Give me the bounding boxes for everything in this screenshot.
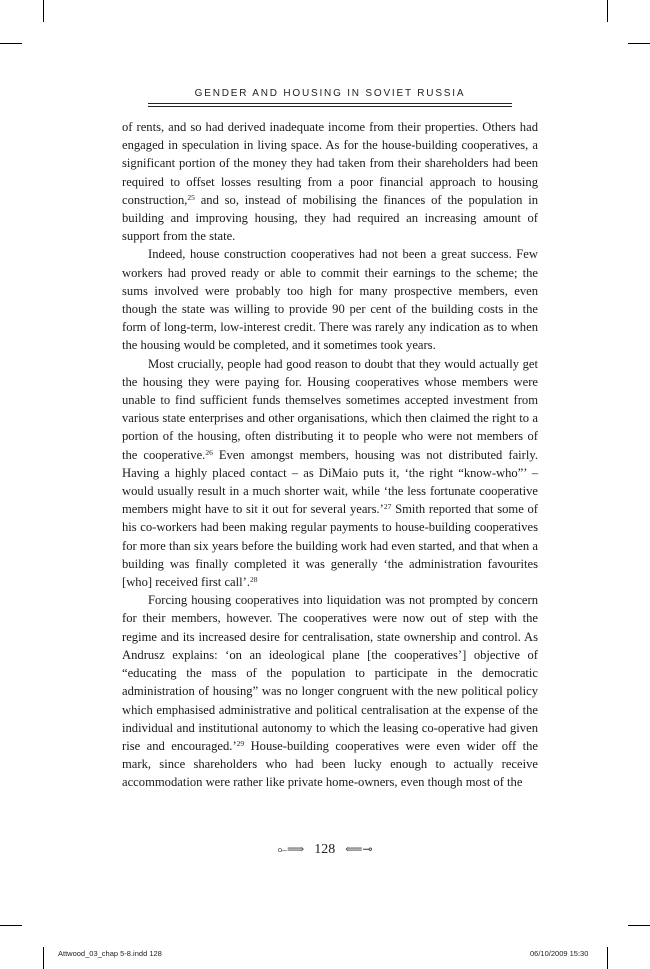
paragraph: Indeed, house construction cooperatives had not been a great success. Few workers had proved ready or able to commit their earnings to the scheme; the sums involved were probably too high for many prospective members, even though the state was willing to provide 90 per cent of the building costs in the form of long-term, low-interest credit. There was rarely any indication as to when the housing would be completed, and it sometimes took years. bbox=[122, 247, 538, 353]
body-text bbox=[122, 118, 538, 792]
crop-mark bbox=[43, 947, 44, 969]
header-rule bbox=[148, 103, 512, 104]
page-number-value: 128 bbox=[314, 842, 336, 857]
footnote-ref[interactable]: 26 bbox=[205, 447, 213, 457]
ornament-left-icon: ⟜⟹ bbox=[277, 842, 305, 856]
crop-mark bbox=[607, 0, 608, 22]
header-rule bbox=[148, 106, 512, 107]
footnote-ref[interactable]: 28 bbox=[249, 575, 258, 585]
crop-mark bbox=[0, 925, 22, 926]
paragraph: Most crucially, people had good reason to doubt that they would actually get the housing they were paying for. Housing cooperatives whose members were unable to find sufficient funds themselves sometimes accepted investment from various state enterprises and other organisations, which then claimed the right to a portion of the housing, often distributing it to people who were not members of the cooperative.$^{26}$ Even amongst members, housing was not distributed fairly. Having a highly placed contact – as DiMaio puts it, ‘the right “know-who”’ – would usually result in a much shorter wait, while ‘the less fortunate cooperative members might have to sit it out for several years.’$^{27}$ Smith reported that some of his co-workers had been making regular payments to house-building cooperatives for more than six years before the building work had even started, and that when a building was finally completed it was generally ‘the administration favourites [who] received first call’.$^{28}$ bbox=[122, 356, 538, 590]
crop-mark bbox=[43, 0, 44, 22]
crop-mark bbox=[628, 925, 650, 926]
footnote-ref[interactable]: 25 bbox=[187, 192, 195, 202]
paragraph: Forcing housing cooperatives into liquidation was not prompted by concern for their members, however. The cooperatives were now out of step with the regime and its increased desire for centralisation, state ownership and control. As Andrusz explains: ‘on an ideological plane [the cooperatives’] objective of “educating the mass of the population to participate in the democratic administration of housing” was no longer congruent with the new political policy which emphasised administrative and political centralisation at the expense of the individual and institutional autonomy to which the leasing co-operative had given rise and encouraged.’$^{29}$ House-building cooperatives were even wider off the mark, since shareholders who had been lucky enough to actually receive accommodation were rather like private home-owners, even though most of the bbox=[122, 593, 538, 790]
crop-mark bbox=[0, 43, 22, 44]
footnote-ref[interactable]: 27 bbox=[383, 502, 392, 512]
page-number bbox=[0, 842, 650, 858]
crop-mark bbox=[607, 947, 608, 969]
running-head: GENDER AND HOUSING IN SOVIET RUSSIA bbox=[194, 88, 466, 99]
footnote-ref[interactable]: 29 bbox=[236, 738, 245, 748]
ornament-right-icon: ⟸⊸ bbox=[345, 842, 373, 856]
slug-date: 06/10/2009 15:30 bbox=[530, 949, 589, 958]
paragraph: of rents, and so had derived inadequate income from their properties. Others had engaged in speculation in living space. As for the house-building cooperatives, a significant portion of the money they had taken from their shareholders had been required to offset losses resulting from a poor financial approach to housing construction,$^{25}$ and so, instead of mobilising the finances of the population in building and improving housing, they had required an increasing amount of support from the state. bbox=[122, 120, 538, 244]
slug-file: Attwood_03_chap 5-8.indd 128 bbox=[58, 949, 162, 958]
crop-mark bbox=[628, 43, 650, 44]
